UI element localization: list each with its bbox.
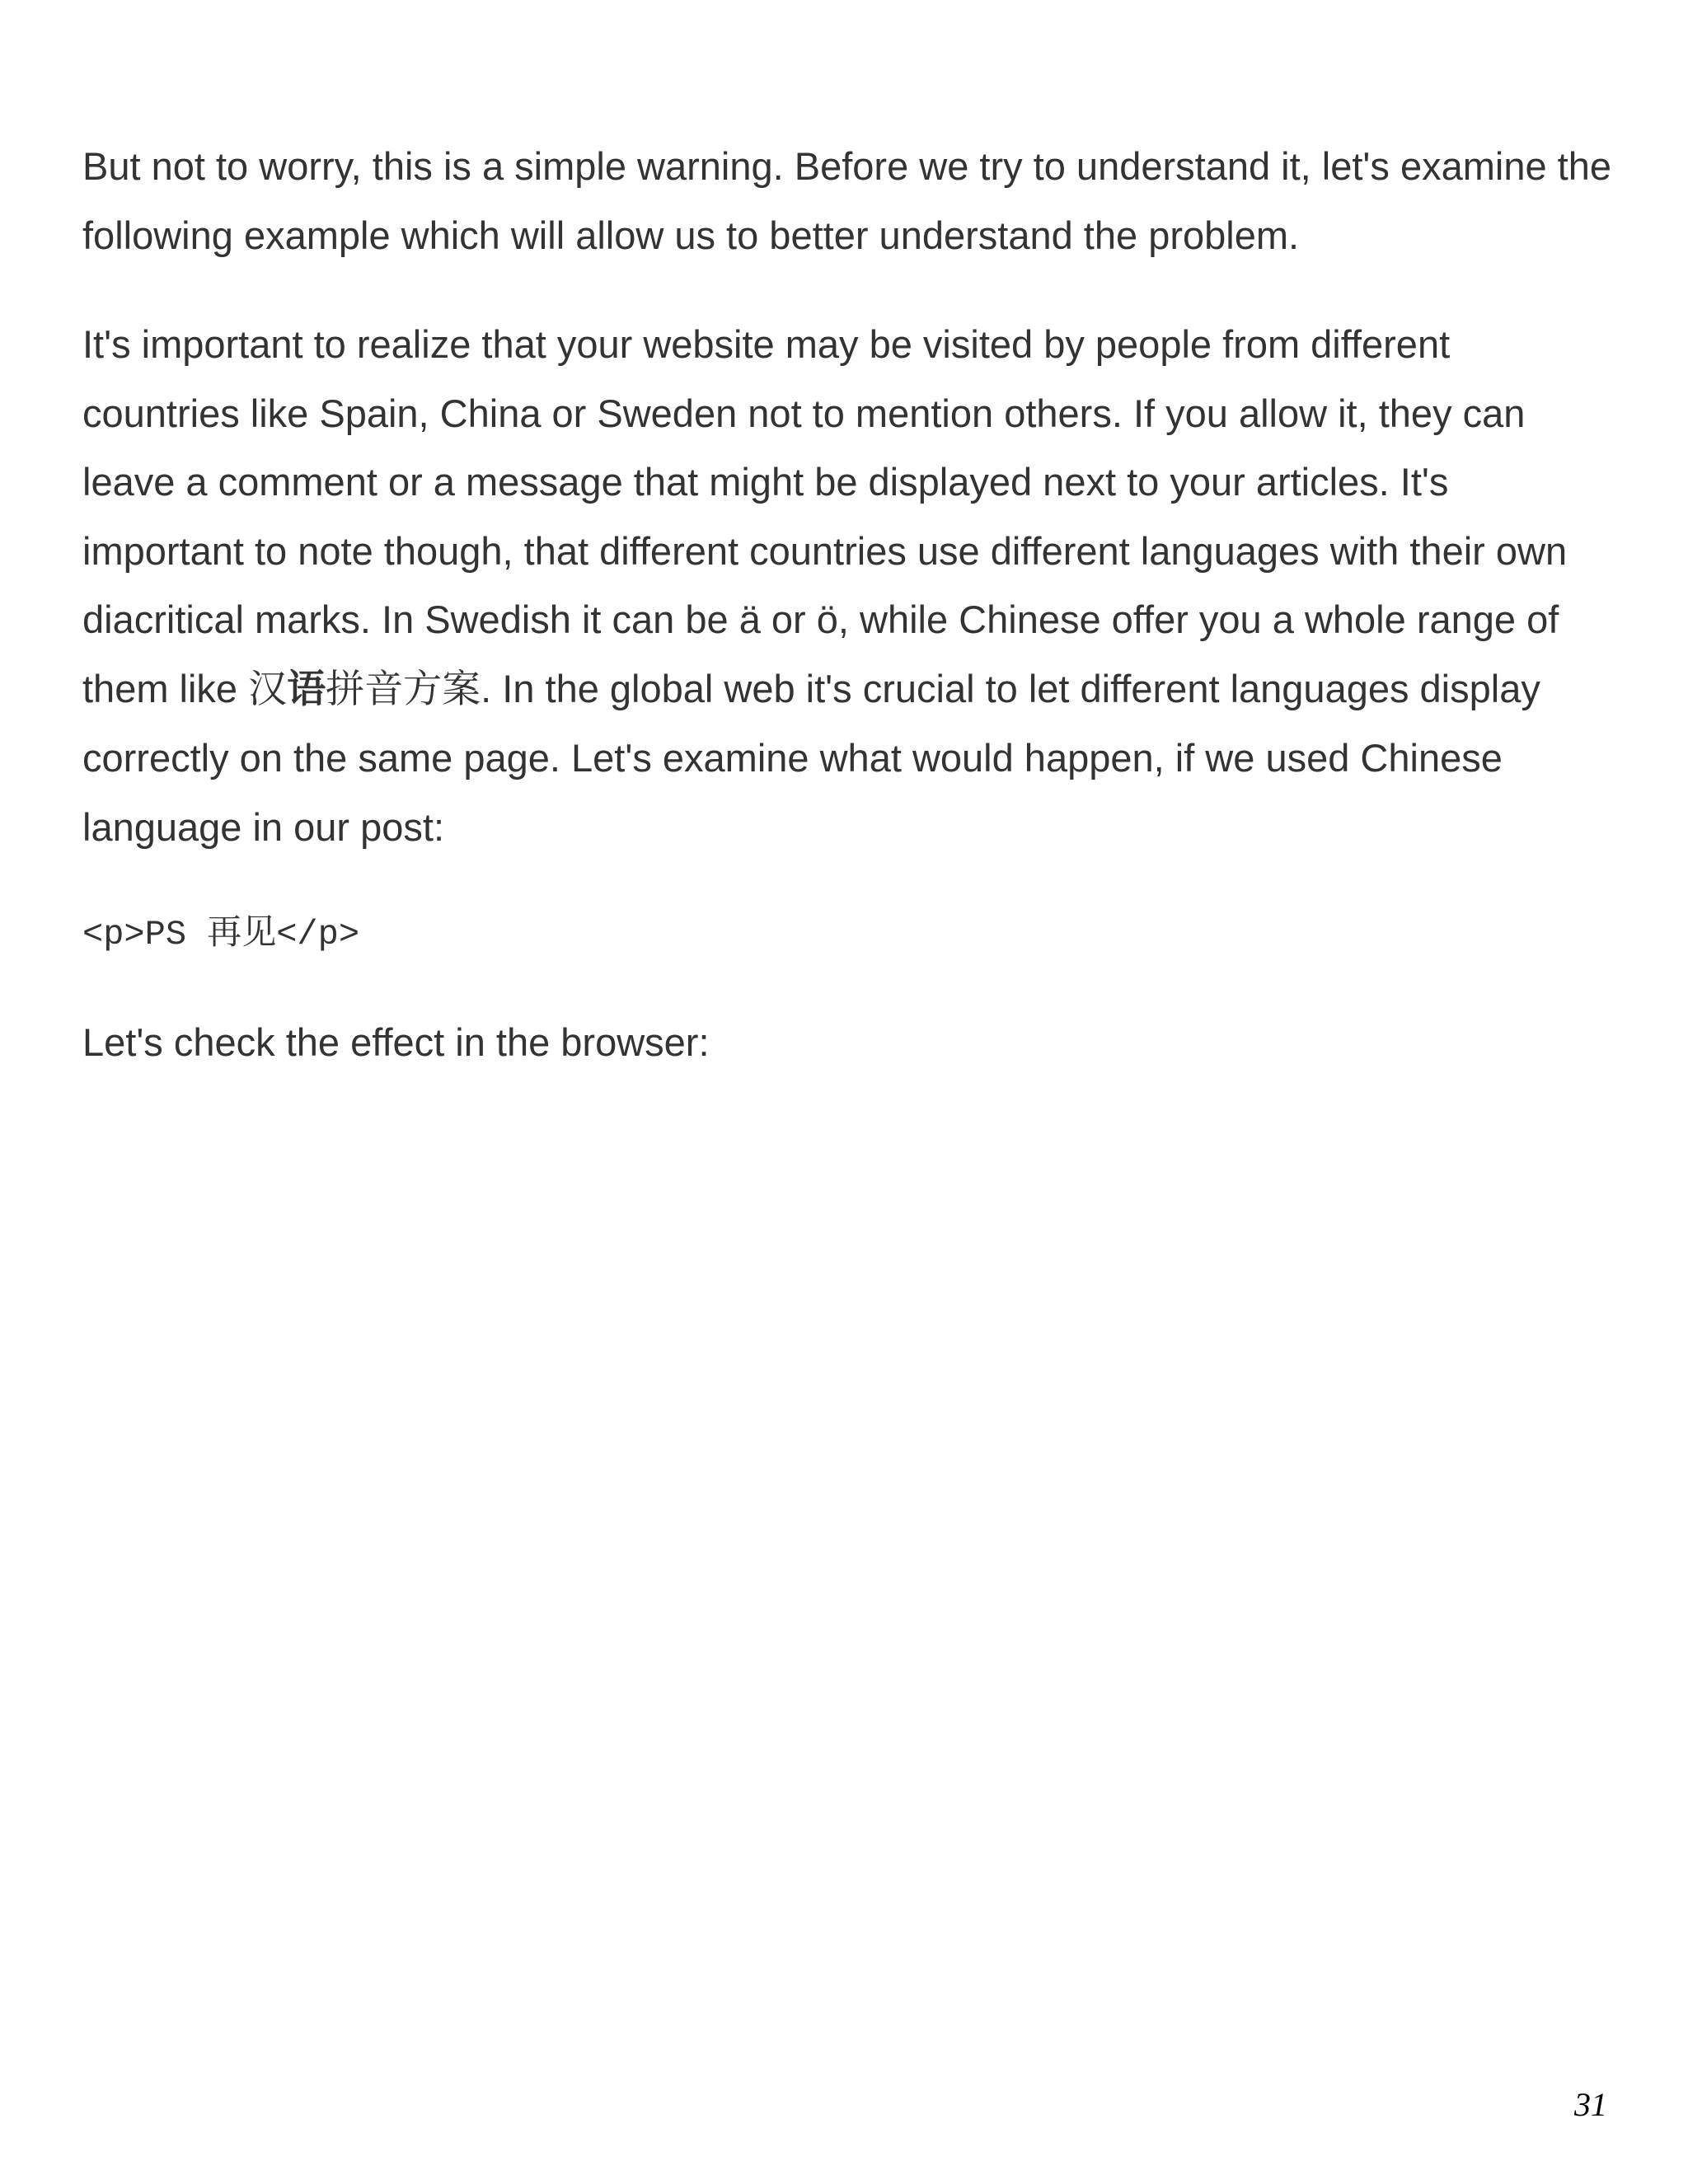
page-number: 31: [1574, 2086, 1607, 2123]
paragraph-languages-text-start: It's important to realize that your website may be visited by people from different countries like Spain, China or Sweden not to mention others. If you allow it, they can leave a comment or a message that might be displayed next to your articles. It's important to note though, that different countries use different languages with their own diacritical marks. In Swedish it can be ä or ö, while Chinese offer you a whole range of them like: [82, 322, 1568, 710]
paragraph-languages-text-end: . In the global web it's crucial to let different languages display correctly on the same page. Let's examine what would happen, if we used Chinese language in our post:: [82, 666, 1540, 849]
chinese-char-yu: 语: [287, 666, 326, 710]
paragraph-languages: [82, 310, 1615, 861]
document-body: [82, 132, 1615, 1077]
code-snippet: <p>PS 再见</p>: [82, 915, 360, 954]
paragraph-check-browser: Let's check the effect in the browser:: [82, 1020, 710, 1064]
chinese-char-han: 汉: [248, 666, 288, 712]
chinese-chars-pinyin-scheme: 拼音方案: [326, 666, 481, 712]
paragraph-warning-intro: But not to worry, this is a simple warning. Before we try to understand it, let's examine the following example which will allow us to better understand the problem.: [82, 144, 1612, 257]
